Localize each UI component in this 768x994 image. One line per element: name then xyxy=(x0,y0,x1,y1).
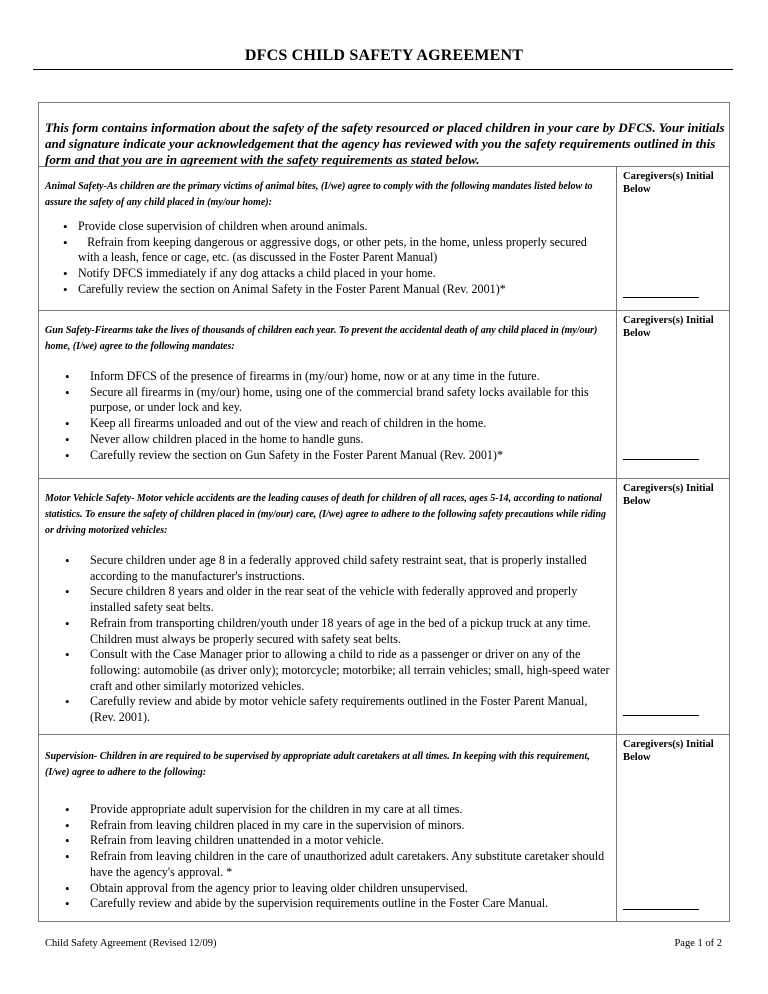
initials-cell xyxy=(616,166,729,310)
section-heading: Supervision- Children in are required to be supervised by appropriate adult caretakers at all times. In keeping with this requirement, (I/we) agree to adhere to the following: xyxy=(45,751,590,778)
list-item: • Carefully review the section on Gun Safety in the Foster Parent Manual (Rev. 2001)* xyxy=(39,448,611,464)
list-item: • Provide close supervision of children when around animals. xyxy=(39,219,599,235)
list-item: • Secure children under age 8 in a federally approved child safety restraint seat, that is properly installed according to the manufacturer's instructions. xyxy=(39,553,611,584)
initials-line[interactable] xyxy=(623,459,699,460)
list-item: • Carefully review the section on Animal Safety in the Foster Parent Manual (Rev. 2001)* xyxy=(39,282,599,298)
document-title: DFCS CHILD SAFETY AGREEMENT xyxy=(244,47,524,64)
list-item: • Refrain from transporting children/youth under 18 years of age in the bed of a pickup truck at any time. Children must always be properly secured with safety seat belts. xyxy=(39,616,611,647)
bullet-list xyxy=(39,369,611,463)
initials-line[interactable] xyxy=(623,909,699,910)
footer-page-number: Page 1 of 2 xyxy=(674,938,722,949)
list-item: • Refrain from keeping dangerous or aggressive dogs, or other pets, in the home, unless properly secured with a leash, fence or cage, etc. (as discussed in the Foster Parent Manual) xyxy=(39,235,599,266)
list-item: • Carefully review and abide by the supervision requirements outline in the Foster Care Manual. xyxy=(39,896,611,912)
section-content xyxy=(39,734,617,921)
caregiver-initial-label: Caregivers(s) Initial Below xyxy=(623,315,714,339)
section-animal-safety xyxy=(39,166,729,310)
list-item: • Refrain from leaving children in the care of unauthorized adult caretakers. Any substitute caretaker should have the agency's approval. * xyxy=(39,849,611,880)
bullet-list xyxy=(39,553,611,726)
section-supervision xyxy=(39,734,729,921)
initials-line[interactable] xyxy=(623,297,699,298)
list-item: • Secure children 8 years and older in the rear seat of the vehicle with federally approved and properly installed safety seat belts. xyxy=(39,584,611,615)
section-heading: Animal Safety-As children are the primary victims of animal bites, (I/we) agree to comply with the following mandates listed below to assure the safety of any child placed in (my/our home): xyxy=(45,181,593,208)
list-item: • Inform DFCS of the presence of firearms in (my/our) home, now or at any time in the future. xyxy=(39,369,611,385)
bullet-list xyxy=(39,219,599,298)
bullet-list xyxy=(39,802,611,912)
list-item: • Carefully review and abide by motor vehicle safety requirements outlined in the Foster Parent Manual, (Rev. 2001). xyxy=(39,694,611,725)
caregiver-initial-label: Caregivers(s) Initial Below xyxy=(623,171,714,195)
list-item: • Never allow children placed in the home to handle guns. xyxy=(39,432,611,448)
initials-cell xyxy=(616,478,729,734)
footer-revision: Child Safety Agreement (Revised 12/09) xyxy=(45,938,217,949)
section-content xyxy=(39,478,617,734)
section-heading: Motor Vehicle Safety- Motor vehicle accidents are the leading causes of death for children of all races, ages 5-14, according to national statistics. To ensure the safety of children placed in (my/our) care, (I/we) agree to adhere to the following safety precautions while riding or driving motorized vehicles: xyxy=(45,493,607,536)
list-item: • Consult with the Case Manager prior to allowing a child to ride as a passenger or driver on any of the following: automobile (as driver only); motorcycle; motorbike; all terrain vehicles; small, high-speed water craft and other similarly motorized vehicles. xyxy=(39,647,611,694)
intro-paragraph: This form contains information about the safety of the safety resourced or placed children in your care by DFCS. Your initials and signature indicate your acknowledgement that the agency has reviewed with you the safety requirements outlined in this form and that you are in agreement with the safety requirements as stated below. xyxy=(45,120,725,167)
section-content xyxy=(39,166,617,310)
section-motor-vehicle-safety xyxy=(39,478,729,734)
list-item: • Provide appropriate adult supervision for the children in my care at all times. xyxy=(39,802,611,818)
list-item: • Keep all firearms unloaded and out of the view and reach of children in the home. xyxy=(39,416,611,432)
caregiver-initial-label: Caregivers(s) Initial Below xyxy=(623,483,714,507)
section-heading: Gun Safety-Firearms take the lives of thousands of children each year. To prevent the accidental death of any child placed in (my/our) home, (I/we) agree to the following mandates: xyxy=(45,325,598,352)
initials-cell xyxy=(616,310,729,478)
caregiver-initial-label: Caregivers(s) Initial Below xyxy=(623,739,714,763)
initials-line[interactable] xyxy=(623,715,699,716)
list-item: • Obtain approval from the agency prior to leaving older children unsupervised. xyxy=(39,881,611,897)
title-rule xyxy=(33,69,733,70)
list-item: • Secure all firearms in (my/our) home, using one of the commercial brand safety locks available for this purpose, or under lock and key. xyxy=(39,385,611,416)
section-gun-safety xyxy=(39,310,729,478)
list-item: • Refrain from leaving children unattended in a motor vehicle. xyxy=(39,833,611,849)
list-item: • Refrain from leaving children placed in my care in the supervision of minors. xyxy=(39,818,611,834)
list-item: • Notify DFCS immediately if any dog attacks a child placed in your home. xyxy=(39,266,599,282)
initials-cell xyxy=(616,734,729,921)
section-content xyxy=(39,310,617,478)
